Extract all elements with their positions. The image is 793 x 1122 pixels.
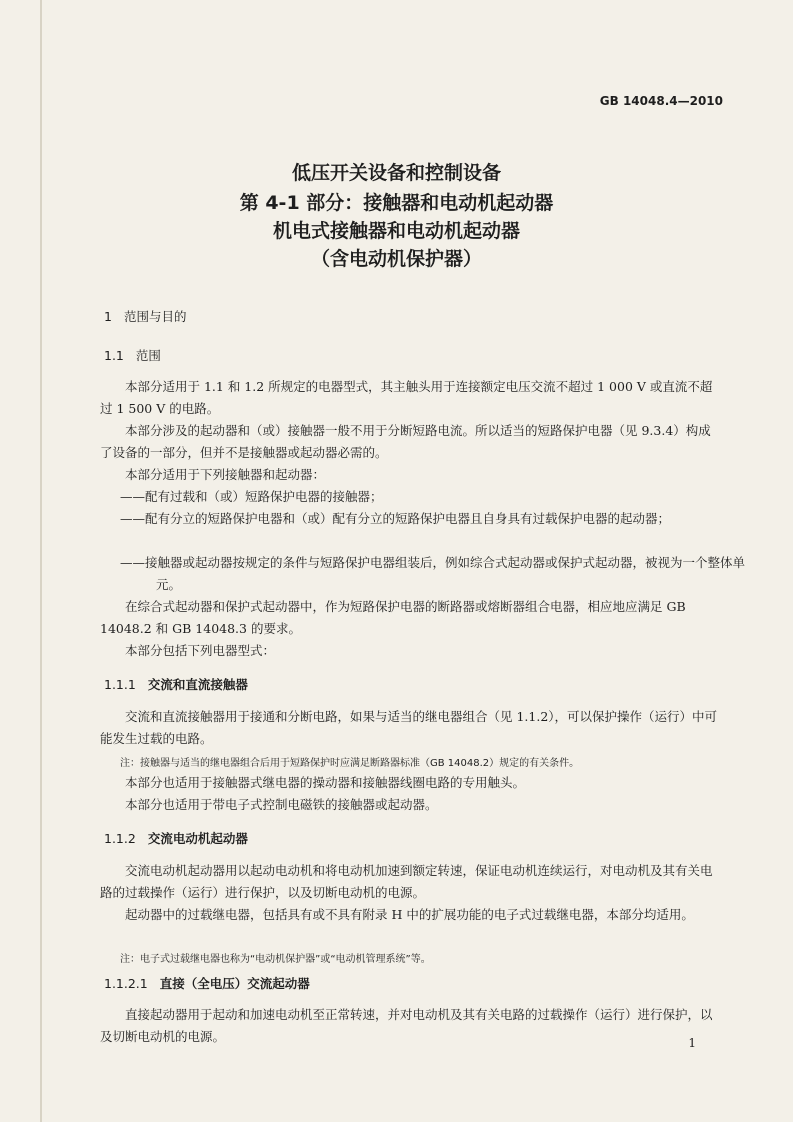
section-number: 1.1.2 [104,831,136,846]
section-title: 范围 [135,348,161,363]
paragraph: 本部分也适用于接触器式继电器的操动器和接触器线圈电路的专用触头。 [125,775,526,790]
section-title: 交流电动机起动器 [147,831,248,846]
list-item: ——配有分立的短路保护电器和（或）配有分立的短路保护电器且自身具有过载保护电器的起动器； [120,511,671,526]
note: 注：接触器与适当的继电器组合后用于短路保护时应满足断路器标准（GB 14048.2）规定的有关条件。 [120,758,580,769]
paragraph: 本部分包括下列电器型式： [125,643,276,658]
paragraph: 本部分适用于下列接触器和起动器： [125,467,326,482]
section-1-heading [104,307,186,325]
section-title: 直接（全电压）交流起动器 [159,976,310,991]
page-number: 1 [688,1036,696,1050]
list-item: ——配有过载和（或）短路保护电器的接触器； [120,489,383,504]
section-number: 1.1 [104,348,124,363]
list-item: ——接触器或起动器按规定的条件与短路保护电器组装后，例如综合式起动器或保护式起动器，被视为一个整体单元。 [120,555,746,592]
title-line-1: 低压开关设备和控制设备 [291,162,501,184]
section-1-1-2-1-heading [104,974,310,992]
paragraph: 交流电动机起动器用以起动电动机和将电动机加速到额定转速，保证电动机连续运行，对电动机及其有关电路的过载操作（运行）进行保护，以及切断电动机的电源。 [100,863,713,900]
section-1-1-2-heading [104,829,248,847]
paragraph: 本部分适用于 1.1 和 1.2 所规定的电器型式，其主触头用于连接额定电压交流不超过 1 000 V 或直流不超过 1 500 V 的电路。 [100,379,713,416]
standard-id: GB 14048.4—2010 [599,94,723,108]
section-1-1-1-heading [104,675,248,693]
section-title: 交流和直流接触器 [147,677,248,692]
section-1-1-heading [104,346,161,364]
note: 注：电子式过载继电器也称为“电动机保护器”或“电动机管理系统”等。 [120,954,431,965]
section-title: 范围与目的 [123,309,187,324]
title-line-4: （含电动机保护器） [310,248,482,270]
paragraph: 本部分涉及的起动器和（或）接触器一般不用于分断短路电流。所以适当的短路保护电器（见 9.3.4）构成了设备的一部分，但并不是接触器或起动器必需的。 [100,423,711,460]
paragraph: 交流和直流接触器用于接通和分断电路，如果与适当的继电器组合（见 1.1.2），可以保护操作（运行）中可能发生过载的电路。 [100,709,718,746]
paragraph: 直接起动器用于起动和加速电动机至正常转速，并对电动机及其有关电路的过载操作（运行）进行保护，以及切断电动机的电源。 [100,1007,713,1044]
title-line-3: 机电式接触器和电动机起动器 [272,220,520,242]
title-line-2: 第 4-1 部分：接触器和电动机起动器 [239,192,554,214]
section-number: 1.1.1 [104,677,136,692]
paragraph: 起动器中的过载继电器，包括具有或不具有附录 H 中的扩展功能的电子式过载继电器，本部分均适用。 [125,907,694,922]
paragraph: 本部分也适用于带电子式控制电磁铁的接触器或起动器。 [125,797,438,812]
section-number: 1 [104,309,112,324]
paragraph: 在综合式起动器和保护式起动器中，作为短路保护电器的断路器或熔断器组合电器，相应地应满足 GB 14048.2 和 GB 14048.3 的要求。 [100,599,686,636]
section-number: 1.1.2.1 [104,976,148,991]
